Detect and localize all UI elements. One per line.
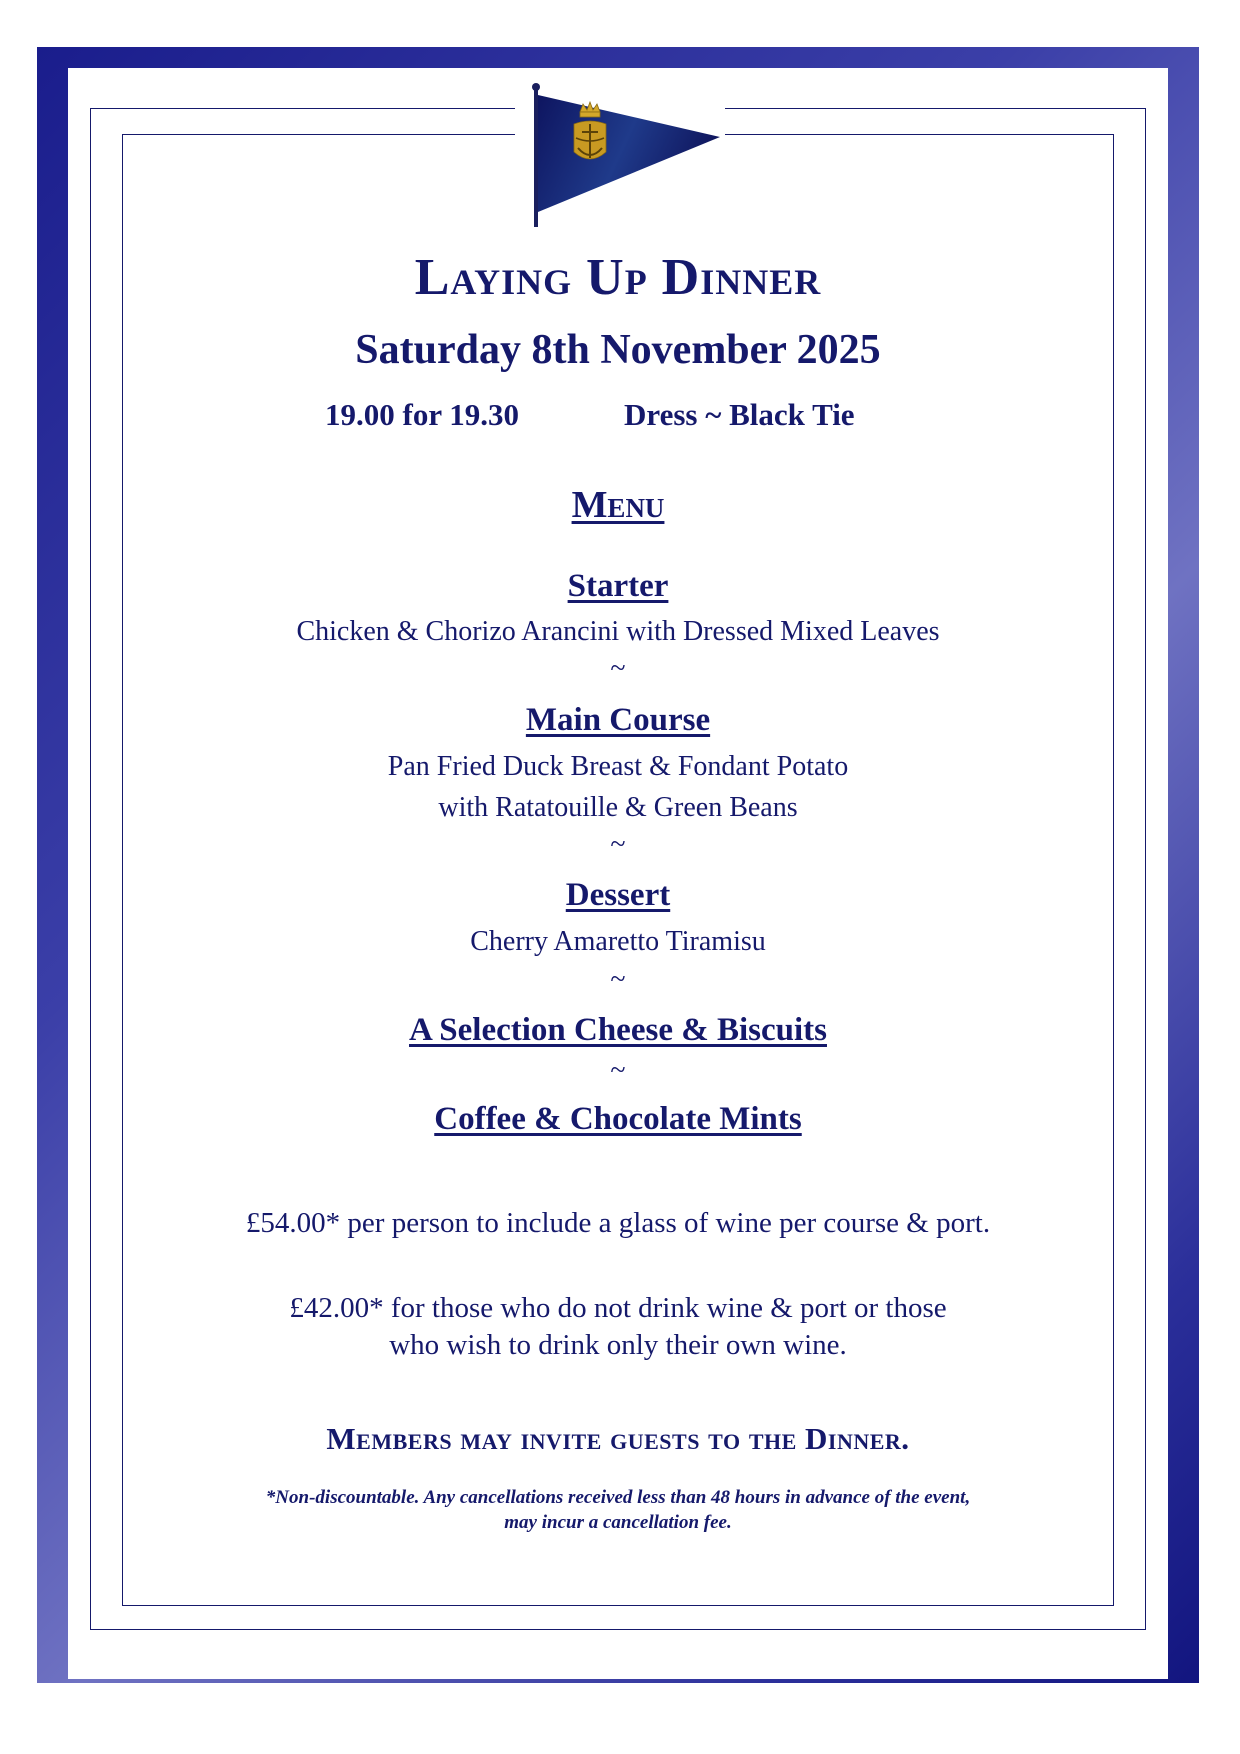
dessert-description: Cherry Amaretto Tiramisu — [470, 926, 766, 957]
course-separator: ~ — [610, 1055, 626, 1086]
main-course-line-1: Pan Fried Duck Breast & Fondant Potato — [387, 751, 849, 782]
price-reduced-line-2: who wish to drink only their own wine. — [389, 1329, 847, 1361]
main-course-line-2: with Ratatouille & Green Beans — [438, 792, 798, 823]
burgee-pennant — [538, 95, 720, 212]
guest-notice: Members may invite guests to the Dinner. — [326, 1421, 910, 1456]
cancellation-footnote — [122, 1485, 1114, 1535]
footnote-line-2: may incur a cancellation fee. — [504, 1512, 732, 1533]
club-burgee-icon — [520, 82, 725, 227]
course-separator: ~ — [610, 829, 626, 860]
starter-title: Starter — [567, 568, 669, 604]
menu-heading: Menu — [571, 484, 665, 526]
main-course-title: Main Course — [525, 702, 711, 738]
starter-description: Chicken & Chorizo Arancini with Dressed Mixed Leaves — [296, 616, 940, 647]
event-date: Saturday 8th November 2025 — [355, 327, 881, 373]
flagpole — [534, 87, 538, 227]
course-separator: ~ — [610, 653, 626, 684]
dessert-title: Dessert — [565, 877, 671, 913]
footnote-line-1: *Non-discountable. Any cancellations received less than 48 hours in advance of the event, — [265, 1487, 971, 1508]
course-separator: ~ — [610, 964, 626, 995]
price-full: £54.00* per person to include a glass of wine per course & port. — [245, 1207, 991, 1239]
event-time: 19.00 for 19.30 — [325, 397, 520, 432]
event-title: Laying Up Dinner — [414, 249, 822, 306]
cheese-course-title: A Selection Cheese & Biscuits — [409, 1012, 827, 1048]
price-reduced-line-1: £42.00* for those who do not drink wine & port or those — [289, 1292, 947, 1324]
dress-code: Dress ~ Black Tie — [624, 397, 855, 432]
coffee-course-title: Coffee & Chocolate Mints — [434, 1101, 802, 1137]
